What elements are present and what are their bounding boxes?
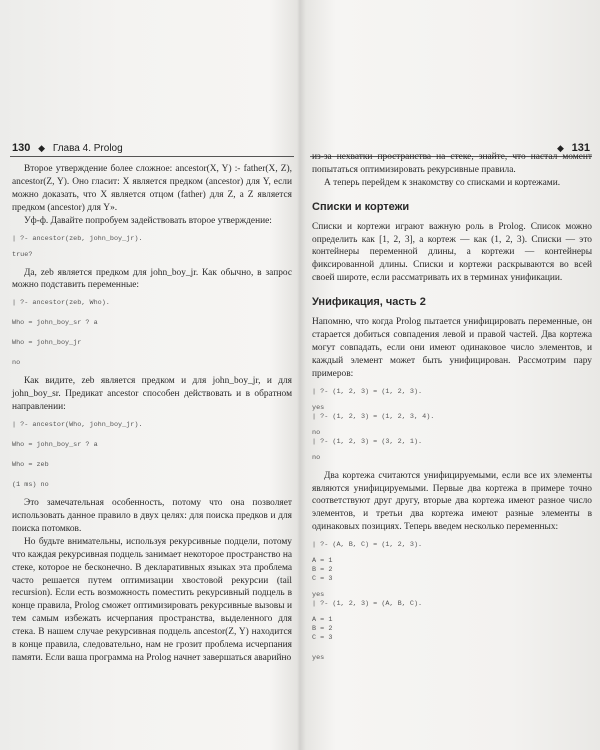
left-header-rule [10,156,294,157]
paragraph: Напомню, что когда Prolog пытается унифицировать переменные, он старается добиться совпадения левой и правой частей. Два кортежа могут совпадать, если они имеют одинаковое число элементов, и каждый элемент может быть унифицирован. Рассмотрим пару примеров: [312,317,592,379]
section-heading: Унификация, часть 2 [312,296,426,309]
code-line: | ?- (1, 2, 3) = (A, B, C). [312,600,423,609]
code-line: | ?- (A, B, C) = (1, 2, 3). [312,541,423,550]
code-line: (1 ms) no [12,481,49,490]
code-line: | ?- (1, 2, 3) = (1, 2, 3, 4). [312,412,435,421]
code-line: | ?- ancestor(Who, john_boy_jr). [12,421,143,430]
right-page-number: 131 [571,142,590,154]
chapter-title: Глава 4. Prolog [52,143,123,154]
code-line: yes [312,591,325,600]
section-heading: Списки и кортежи [312,200,410,213]
code-line: true? [12,250,33,259]
code-line: Who = john_boy_sr ? a [12,441,98,450]
diamond-icon: ◆ [556,143,564,153]
code-line: Who = john_boy_jr [12,339,82,348]
code-line: Who = zeb [12,461,49,470]
code-line: | ?- (1, 2, 3) = (1, 2, 3). [312,387,423,396]
diamond-icon: ◆ [38,143,46,153]
paragraph: Да, zeb является предком для john_boy_jr. Как обычно, в запрос можно подставить переменные: [12,267,292,291]
paragraph: Списки и кортежи играют важную роль в Prolog. Список можно определить как [1, 2, 3], а кортеж — как (1, 2, 3). Списки — это контейнеры переменной длины, а кортежи — контейнеры фиксированной длины. Списки и кортежи раскрываются во всей своей широте, если рассматривать их в терминах унификации. [312,221,592,284]
code-line: yes [312,403,325,412]
code-line: A = 1 [312,557,333,566]
left-page-number: 130 [12,142,31,154]
left-page-content [12,163,292,665]
code-line: B = 2 [312,625,333,634]
code-line: A = 1 [312,616,333,625]
paragraph: Второе утверждение более сложное: ancestor(X, Y) :- father(X, Z), ancestor(Z, Y). Оно гласит: X является предком (ancestor) для Y, если можно доказать, что X является отцом (father) для Z, а Z является предком (ancestor) для Y». [12,164,292,213]
code-line: | ?- ancestor(zeb, Who). [12,299,110,308]
paragraph: Но будьте внимательны, используя рекурсивные подцели, потому что каждая рекурсивная подцель занимает некоторое пространство на стеке, которое не бесконечно. В декларативных языках эта проблема часто решается путем оптимизации хвостовой рекурсии (tail recursion). Если есть возможность поместить рекурсивный подцель в конце правила, Prolog сможет оптимизировать рекурсивные вызовы и тем самым избежать исчерпания пространства, выделенного для стека. В нашем случае рекурсивная подцель ancestor(Z, Y) находится в конце правила, следовательно, нам не грозит проблема исчерпания памяти. Если ваша программа на Prolog начнет завершаться аварийно [12,536,292,663]
code-line: Who = john_boy_sr ? a [12,319,98,328]
code-line: no [312,428,321,437]
paragraph: Уф-ф. Давайте попробуем задействовать второе утверждение: [24,215,272,226]
paragraph: Два кортежа считаются унифицируемыми, если все их элементы являются унифицируемыми. Первые два кортежа в примере точно соответствуют друг другу, вторые два кортежа имеют разное число элементов, и третьи два кортежа имеют разные элементы в одинаковых позициях. Теперь введем несколько переменных: [312,470,592,533]
left-page-header [12,142,294,154]
right-page-content [312,151,592,663]
code-line: | ?- ancestor(zeb, john_boy_jr). [12,234,143,243]
code-line: yes [312,654,325,663]
code-line: | ?- (1, 2, 3) = (3, 2, 1). [312,437,423,446]
paragraph: Как видите, zeb является предком и для john_boy_jr, и для john_boy_sr. Предикат ancestor способен действовать и в обратном направлении: [12,376,292,413]
paragraph: А теперь перейдем к знакомству со списками и кортежами. [324,177,561,188]
code-line: C = 3 [312,575,333,584]
paragraph: из-за нехватки пространства на стеке, знайте, что настал момент попытаться оптимизировать рекурсивные правила. [312,152,592,175]
paragraph: Это замечательная особенность, потому что она позволяет использовать данное правило в двух целях: для поиска предков и для поиска потомков. [12,498,292,534]
code-line: C = 3 [312,634,333,643]
code-line: no [12,359,21,368]
code-line: B = 2 [312,566,333,575]
code-line: no [312,453,321,462]
